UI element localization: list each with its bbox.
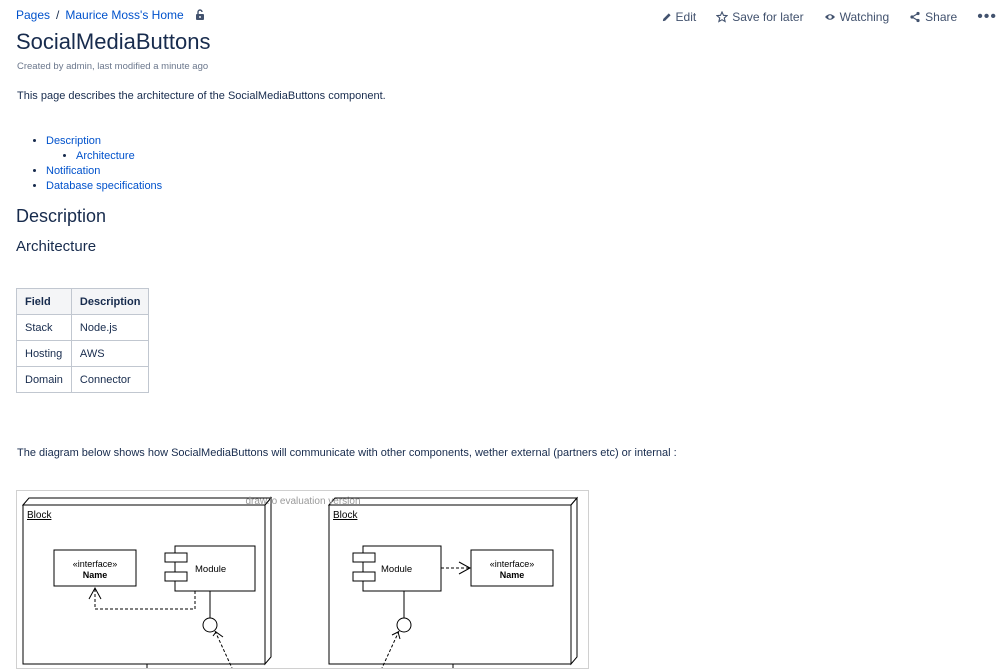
table-row [17,341,149,367]
share-label: Share [925,10,958,24]
edit-button[interactable] [661,10,697,24]
left-module-label: Module [195,564,227,575]
architecture-diagram[interactable] [16,490,589,669]
page-actions [661,8,999,26]
save-for-later-label: Save for later [732,10,804,24]
edit-label: Edit [675,10,697,24]
page-title: SocialMediaButtons [16,29,211,54]
table-row [17,367,149,393]
right-module-label: Module [381,564,413,575]
table-row [17,315,149,341]
share-button[interactable] [909,10,957,24]
table-header-field: Field [17,289,72,315]
right-block [329,498,577,668]
page-byline: Created by admin, last modified a minute ago [17,61,209,72]
table-cell: Connector [71,367,149,393]
left-block-label: Block [27,510,52,521]
diagram-watermark: draw.io evaluation version [245,496,361,507]
table-cell: Stack [17,315,72,341]
watching-button[interactable] [824,10,890,24]
breadcrumb-home-link[interactable]: Maurice Moss's Home [65,8,184,22]
table-cell: Domain [17,367,72,393]
left-block [23,498,271,668]
breadcrumb [16,8,206,22]
breadcrumb-pages-link[interactable]: Pages [16,8,51,22]
heading-description: Description [16,206,107,226]
left-interface-name: Name [82,570,108,580]
toc-link-notification[interactable]: Notification [46,165,101,177]
share-icon [909,11,921,23]
diagram-intro-text: The diagram below shows how SocialMediaButtons will communicate with other components, wether external (partners etc) or internal : [17,447,677,459]
table-cell: Node.js [71,315,149,341]
toc-item [46,179,162,194]
toc-item [46,164,162,179]
toc-link-architecture[interactable]: Architecture [76,150,135,162]
right-block-label: Block [333,510,358,521]
breadcrumb-separator: / [56,8,60,22]
architecture-table [16,288,149,393]
left-interface-stereotype: «interface» [72,559,118,569]
eye-icon [824,11,836,23]
intro-text: This page describes the architecture of the SocialMediaButtons component. [17,90,386,102]
pencil-icon [661,12,672,23]
unlock-icon[interactable] [194,9,206,21]
right-interface-stereotype: «interface» [489,559,535,569]
heading-architecture: Architecture [16,238,97,255]
table-header-description: Description [71,289,149,315]
right-interface-name: Name [499,570,525,580]
toc-item [46,134,162,164]
table-cell: AWS [71,341,149,367]
table-of-contents [17,134,162,194]
save-for-later-button[interactable] [716,10,803,24]
watching-label: Watching [839,10,890,24]
toc-link-database[interactable]: Database specifications [46,180,163,192]
table-header-row [17,289,149,315]
table-cell: Hosting [17,341,72,367]
toc-item [76,149,162,164]
toc-link-description[interactable]: Description [46,135,102,147]
more-actions-icon[interactable]: ••• [977,8,997,25]
star-icon [716,11,728,23]
